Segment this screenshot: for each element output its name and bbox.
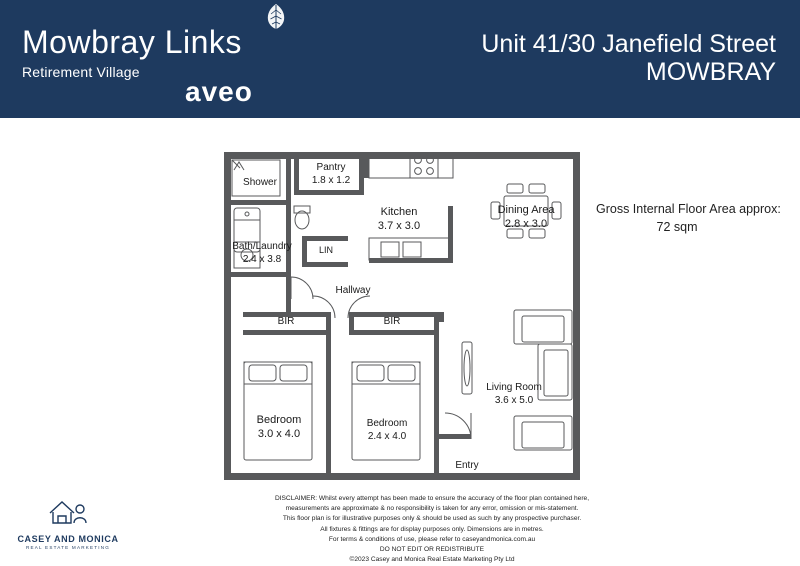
brand-block xyxy=(22,26,352,80)
room-label-bedroom-1: Bedroom 3.0 x 4.0 xyxy=(256,414,302,440)
room-label-dining-area: Dining Area 2.8 x 3.0 xyxy=(497,204,555,230)
room-label-pantry: Pantry 1.8 x 1.2 xyxy=(311,162,351,186)
room-label-bir-right: BIR xyxy=(383,316,401,327)
room-label-bir-left: BIR xyxy=(277,316,295,327)
disclaimer-line-4: All fixtures & fittings are for display purposes only. Dimensions are in metres. xyxy=(320,525,544,533)
gross-floor-area-value: 72 sqm xyxy=(656,220,698,235)
disclaimer-line-5: For terms & conditions of use, please refer to caseyandmonica.com.au xyxy=(328,535,536,543)
brand-title: Mowbray Links xyxy=(22,24,242,60)
room-label-bedroom-2: Bedroom 2.4 x 4.0 xyxy=(366,418,408,442)
footer-logo-subtitle: REAL ESTATE MARKETING xyxy=(25,545,111,550)
floorplan xyxy=(218,146,590,486)
room-label-bath-laundry: Bath/Laundry 2.4 x 3.8 xyxy=(232,241,292,265)
gross-floor-area-note xyxy=(596,200,794,236)
footer-logo-name: CASEY AND MONICA xyxy=(17,534,119,544)
leaf-icon xyxy=(258,2,294,30)
disclaimer-line-3: This floor plan is for illustrative purposes only & should be used as such by any prospective purchaser. xyxy=(282,515,582,523)
gross-floor-area-label: Gross Internal Floor Area approx: xyxy=(596,202,781,216)
unit-address-line2: MOWBRAY xyxy=(645,58,776,86)
footer-logo xyxy=(8,495,128,550)
header-banner xyxy=(0,0,800,118)
disclaimer-text xyxy=(222,494,642,566)
aveo-logo: aveo xyxy=(185,76,253,107)
disclaimer-line-1: DISCLAIMER: Whilst every attempt has been made to ensure the accuracy of the floor plan contained here, xyxy=(274,495,590,502)
disclaimer-line-6: DO NOT EDIT OR REDISTRIBUTE xyxy=(379,546,485,554)
room-label-kitchen: Kitchen 3.7 x 3.0 xyxy=(377,206,421,232)
disclaimer-line-7: ©2023 Casey and Monica Real Estate Marketing Pty Ltd xyxy=(349,556,515,564)
unit-address-block xyxy=(481,30,776,86)
disclaimer-line-2: measurements are approximate & no responsibility is taken for any error, omission or mis-statement. xyxy=(285,505,579,513)
room-label-entry: Entry xyxy=(455,460,479,471)
brand-subtitle: Retirement Village xyxy=(22,63,140,80)
house-logo-icon xyxy=(40,514,96,531)
room-label-living-room: Living Room 3.6 x 5.0 xyxy=(486,382,542,406)
unit-address-line1: Unit 41/30 Janefield Street xyxy=(481,30,776,58)
room-label-shower: Shower xyxy=(243,177,277,188)
room-label-hallway: Hallway xyxy=(335,285,371,296)
room-label-lin: LIN xyxy=(318,245,333,255)
